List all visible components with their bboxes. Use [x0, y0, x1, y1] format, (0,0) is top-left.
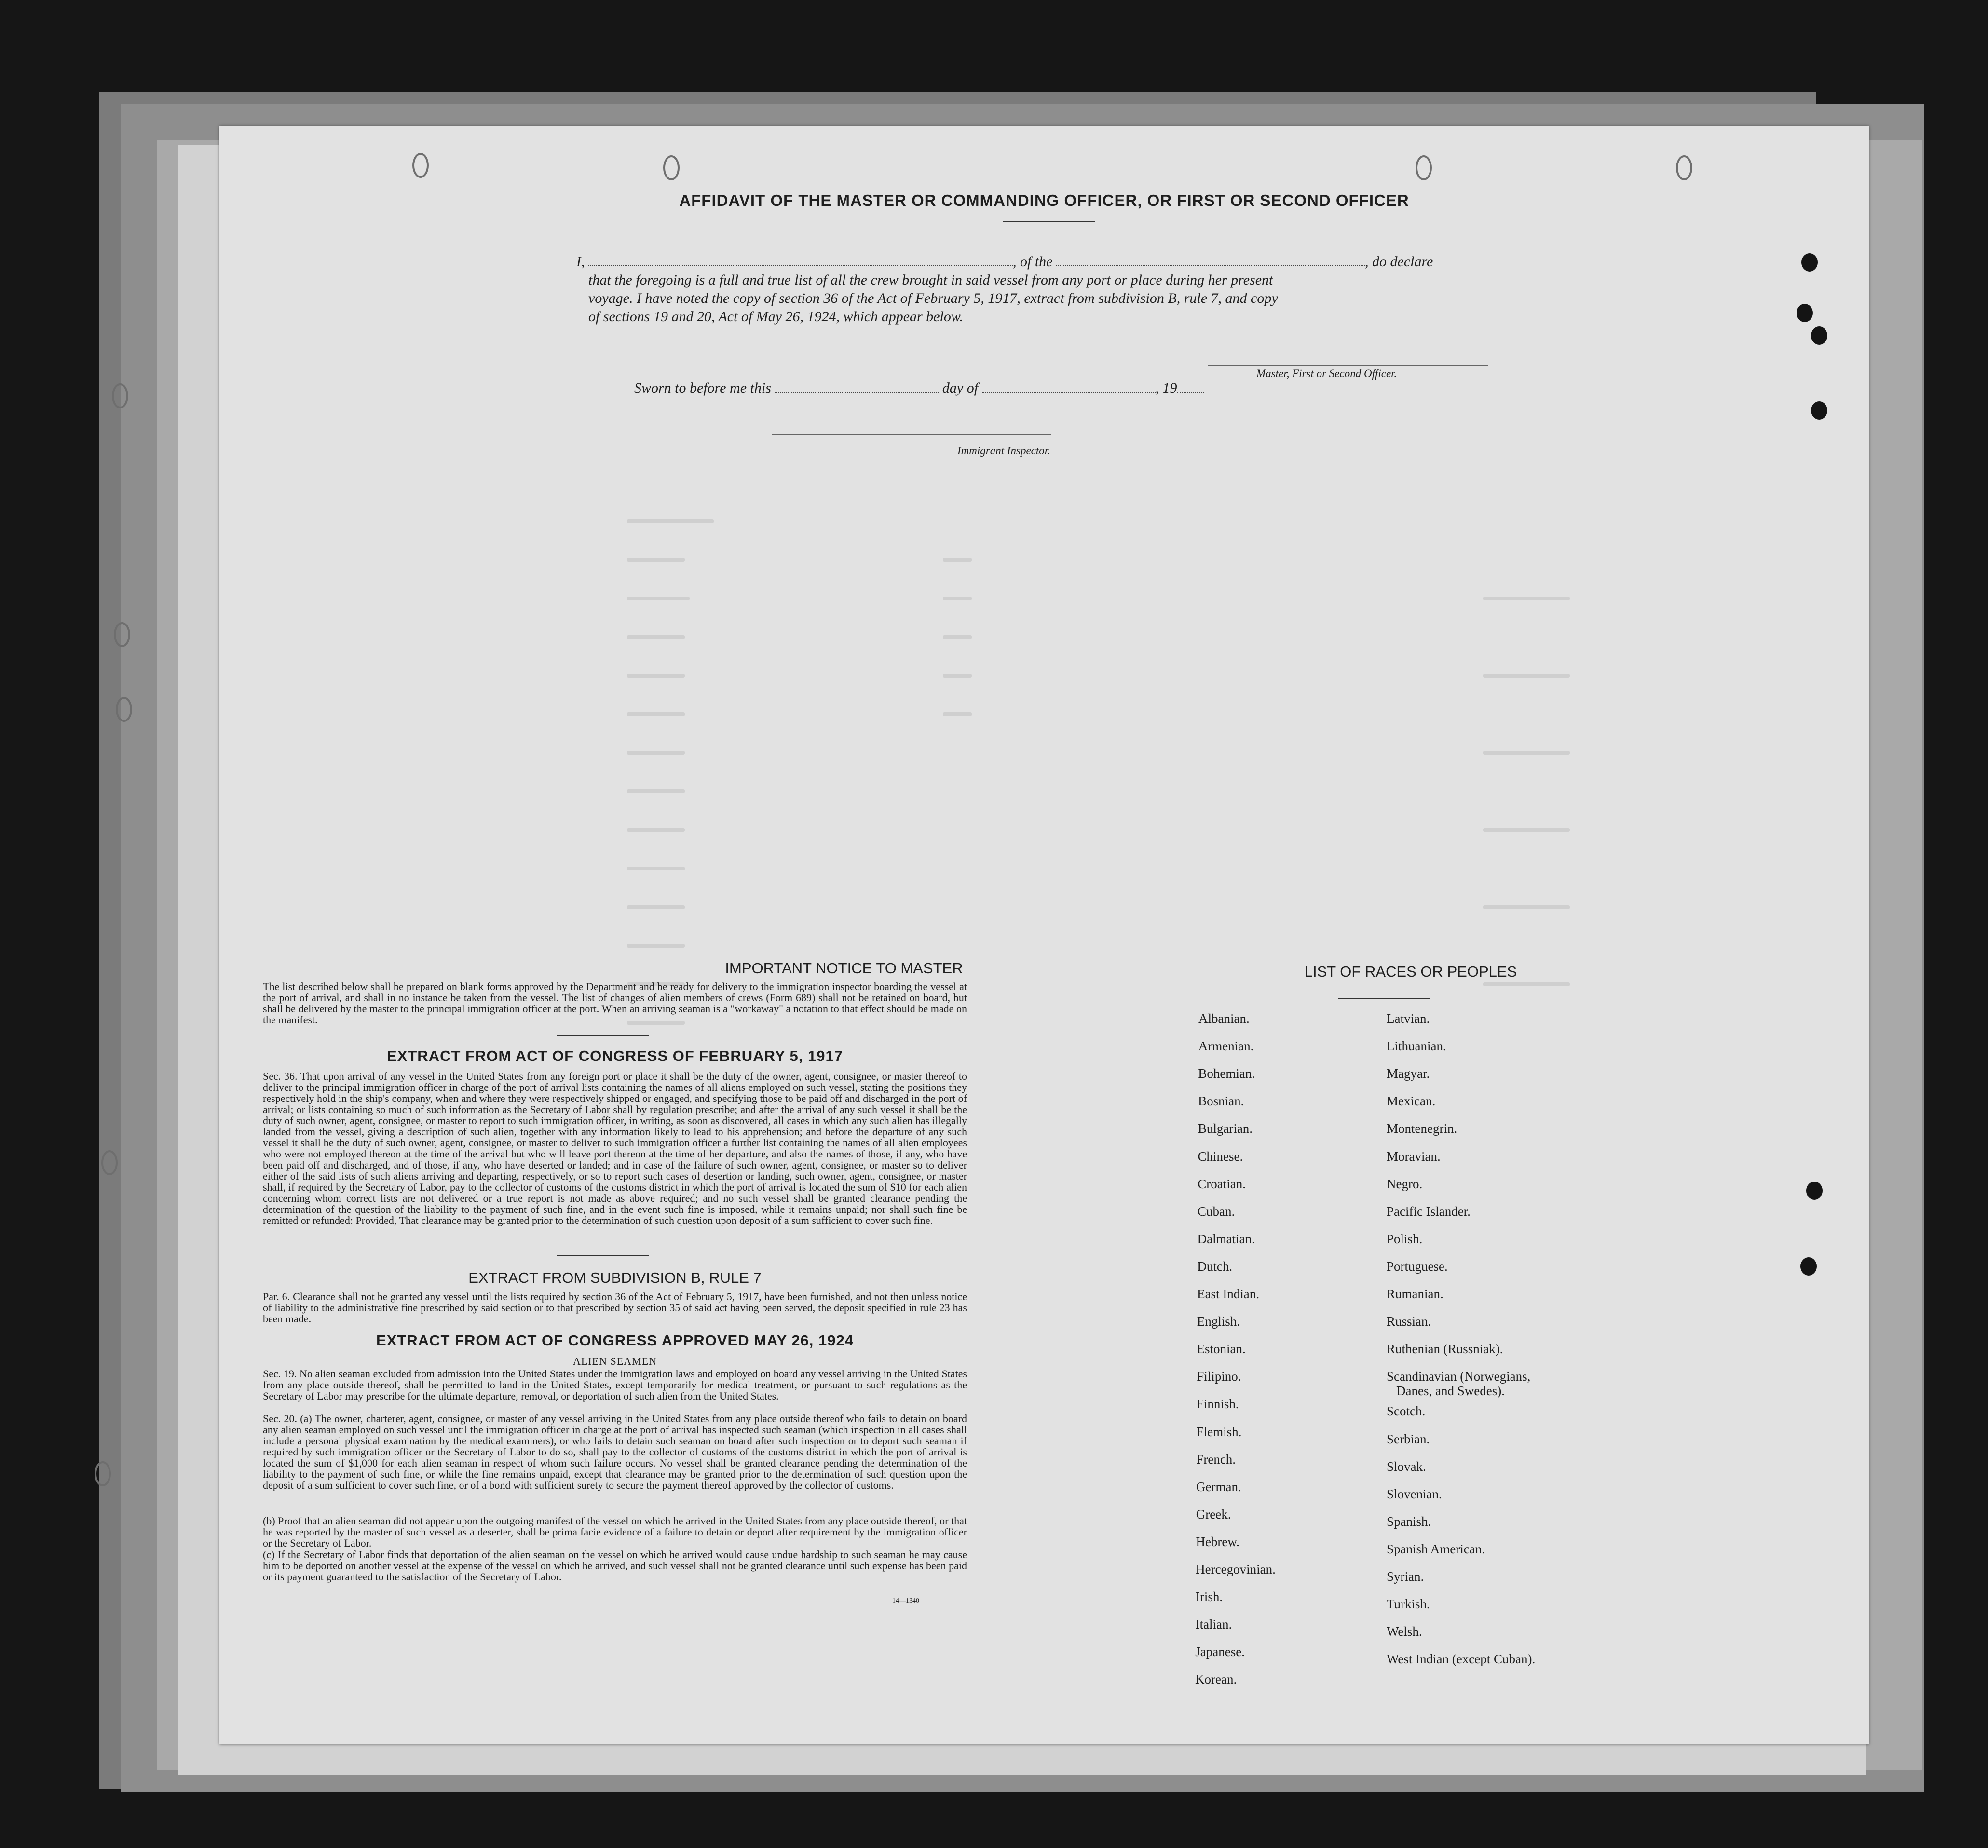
declaration-line-3: voyage. I have noted the copy of section 36 of the Act of February 5, 1917, extract from subdivision B, rule 7, and copy: [588, 290, 1278, 306]
sworn-prefix: Sworn to before me this: [634, 380, 771, 396]
race-item: Armenian.: [1198, 1039, 1254, 1054]
race-item: Spanish.: [1387, 1514, 1431, 1529]
races-rule: [1338, 998, 1430, 999]
extract-1924-title: EXTRACT FROM ACT OF CONGRESS APPROVED MAY 26, 1924: [376, 1332, 854, 1349]
race-item: Spanish American.: [1387, 1541, 1485, 1556]
extract-1917-rule: [557, 1255, 649, 1256]
race-item: Serbian.: [1387, 1431, 1430, 1446]
race-item: Scotch.: [1387, 1404, 1426, 1419]
punch-hole: [114, 622, 130, 647]
race-item: Slovak.: [1387, 1459, 1426, 1474]
race-item: German.: [1196, 1479, 1241, 1494]
race-item: Albanian.: [1198, 1011, 1250, 1026]
master-label: Master, First or Second Officer.: [1256, 367, 1397, 380]
race-item: Hercegovinian.: [1196, 1562, 1276, 1576]
punch-hole: [116, 697, 132, 722]
punch-mark: [1811, 326, 1827, 345]
extract-1924-subtitle: ALIEN SEAMEN: [573, 1355, 657, 1367]
race-item: Japanese.: [1195, 1644, 1245, 1659]
sworn-day-blank: [775, 391, 939, 393]
affidavit-title: AFFIDAVIT OF THE MASTER OR COMMANDING OFFICER, OR FIRST OR SECOND OFFICER: [679, 191, 1409, 209]
sec-20c-body: (c) If the Secretary of Labor finds that deportation of the alien seaman on the vessel on which he arrived would cause undue hardship to such seaman he may cause him to be deported on another vessel at the expense of the vessel on which he arrived, and such vessel shall not be granted clearance until such expense has been paid or its payment guaranteed to the satisfaction of the Secretary of Labor.: [263, 1549, 967, 1583]
race-item: Italian.: [1195, 1617, 1232, 1632]
punch-mark: [1801, 253, 1818, 272]
vessel-blank: [1056, 265, 1365, 266]
race-item: Bosnian.: [1198, 1094, 1244, 1109]
race-item: East Indian.: [1197, 1287, 1260, 1301]
race-item: Ruthenian (Russniak).: [1387, 1342, 1503, 1357]
race-item: Irish.: [1195, 1590, 1223, 1604]
title-underline: [1003, 221, 1095, 222]
race-item: Dalmatian.: [1197, 1231, 1255, 1246]
race-item: Hebrew.: [1196, 1534, 1239, 1549]
race-item: Turkish.: [1387, 1597, 1430, 1612]
sworn-day-of: day of: [942, 380, 979, 396]
notice-body: The list described below shall be prepared on blank forms approved by the Department and be ready for delivery to the immigration inspector boarding the vessel at the port of arrival, and shall in no instance be taken from the vessel. The list of changes of alien members of crews (Form 689) shall not be retained on board, but shall be delivered by the master to the principal immigration officer at the port. When an arriving seaman is a "workaway" a notation to that effect should be made on the manifest.: [263, 980, 967, 1026]
race-item: Mexican.: [1387, 1094, 1436, 1109]
race-item: Greek.: [1196, 1507, 1231, 1522]
race-item: Pacific Islander.: [1387, 1204, 1471, 1219]
race-item: Syrian.: [1387, 1569, 1424, 1584]
race-item: Montenegrin.: [1387, 1121, 1457, 1136]
race-item: Lithuanian.: [1387, 1039, 1446, 1054]
extract-1917-title: EXTRACT FROM ACT OF CONGRESS OF FEBRUARY 5, 1917: [387, 1047, 843, 1064]
race-item: Chinese.: [1198, 1149, 1243, 1164]
race-item: Magyar.: [1387, 1066, 1430, 1081]
punch-mark: [1800, 1257, 1817, 1276]
race-item: Rumanian.: [1387, 1287, 1443, 1301]
race-item: Portuguese.: [1387, 1259, 1448, 1274]
declaration-i: I,: [576, 254, 585, 270]
race-item: Moravian.: [1387, 1149, 1441, 1164]
master-signature-line: [1208, 365, 1488, 366]
race-item: Danes, and Swedes).: [1396, 1384, 1505, 1399]
extract-1917-body: Sec. 36. That upon arrival of any vessel in the United States from any foreign port or place it shall be the duty of the owner, agent, consignee, or master thereof to deliver to the principal immigration officer in charge of the port of arrival lists containing the names of all aliens employed on such vessel, stating the positions they respectively hold in the ship's company, when and where they were respectively shipped or engaged, and specifying those to be paid off and discharged in the port of arrival; or lists containing so much of such information as the Secretary of Labor shall by regulation prescribe; and after the arrival of any such vessel it shall be the duty of such owner, agent, consignee, or master to report to such immigration officer, in writing, as soon as discovered, all cases in which any such alien has illegally landed from the vessel, giving a description of such alien, together with any information likely to lead to his apprehension; and before the departure of any such vessel it shall be the duty of such owner, agent, consignee, or master to deliver to such immigration officer a further list containing the names of all alien employees who were not employed thereon at the time of the arrival but who will leave port thereon at the time of her departure, and also the names of those, if any, who have been paid off and discharged, and of those, if any, who have deserted or landed; and in case of the failure of such owner, agent, consignee, or master so to deliver either of the said lists of such aliens arriving and departing, respectively, or so to report such cases of desertion or landing, such owner, agent, consignee, or master shall, if required by the Secretary of Labor, pay to the collector of customs of the customs district in which the port of arrival is located the sum of $10 for each alien concerning whom correct lists are not delivered or a true report is not made as above required; and no such vessel shall be granted clearance pending the determination of the question of the liability to the payment of such fine, and in the event such fine is imposed, while it remains unpaid; nor shall such fine be remitted or refunded: Provided, That clearance may be granted prior to the determination of such question upon deposit of a sum sufficient to cover such fine.: [263, 1070, 967, 1226]
race-item: Flemish.: [1196, 1424, 1242, 1439]
punch-mark: [1806, 1182, 1823, 1200]
sworn-year: , 19: [1155, 380, 1177, 396]
sec-20a-body: Sec. 20. (a) The owner, charterer, agent, consignee, or master of any vessel arriving in the United States from any place outside thereof who fails to detain on board any alien seaman employed on such vessel until the immigration officer in charge at the port of arrival has inspected such seaman (which inspection in all cases shall include a personal physical examination by the medical examiners), or who fails to detain such seaman on board after such inspection or to deport such seaman if required by such immigration officer or the Secretary of Labor to do so, shall pay to the collector of customs of the customs district in which the port of arrival is located the sum of $1,000 for each alien seaman in respect of whom such failure occurs. No vessel shall be granted clearance pending the determination of the liability to the payment of such fine, or while the fine remains unpaid, except that clearance may be granted prior to the determination of such question upon the deposit of a sum sufficient to cover such fine, or of a bond with sufficient surety to secure the payment thereof approved by the collector of customs.: [263, 1413, 967, 1491]
race-item: Korean.: [1195, 1672, 1237, 1687]
inspector-signature-line: [772, 434, 1051, 435]
notice-rule: [557, 1035, 649, 1036]
race-item: Russian.: [1387, 1314, 1431, 1329]
declaration-line-4: of sections 19 and 20, Act of May 26, 1924, which appear below.: [588, 309, 964, 325]
extract-rule7-body: Par. 6. Clearance shall not be granted any vessel until the lists required by section 36 of the Act of February 5, 1917, have been furnished, and not then unless notice of liability to the administrative fine prescribed by said section or to that prescribed by section 35 of said act having been served, the deposit specified in rule 23 has been made.: [263, 1291, 967, 1325]
form-number: 14—1340: [892, 1597, 919, 1604]
race-item: Polish.: [1387, 1231, 1423, 1246]
declaration-line-1: [576, 253, 1724, 271]
race-item: Bulgarian.: [1198, 1121, 1253, 1136]
races-title: LIST OF RACES OR PEOPLES: [1304, 963, 1517, 980]
race-item: Filipino.: [1197, 1369, 1241, 1384]
race-item: Croatian.: [1198, 1176, 1246, 1191]
punch-hole: [1416, 155, 1432, 180]
race-item: Bohemian.: [1198, 1066, 1255, 1081]
punch-hole: [101, 1150, 118, 1175]
race-item: Welsh.: [1387, 1624, 1422, 1639]
declaration-of-the: , of the: [1013, 254, 1053, 270]
race-item: Latvian.: [1387, 1011, 1430, 1026]
punch-mark: [1797, 304, 1813, 322]
declaration-line-2: that the foregoing is a full and true list of all the crew brought in said vessel from any port or place during her present: [588, 272, 1273, 288]
sworn-line: [634, 379, 1502, 397]
declaration-do-declare: , do declare: [1365, 254, 1433, 270]
race-item: Slovenian.: [1387, 1486, 1442, 1501]
punch-hole: [412, 153, 429, 178]
name-blank: [588, 265, 1013, 266]
punch-hole: [663, 155, 680, 180]
punch-hole: [1676, 155, 1692, 180]
race-item: Dutch.: [1197, 1259, 1233, 1274]
race-item: Finnish.: [1196, 1397, 1239, 1412]
punch-hole: [112, 383, 128, 408]
punch-hole: [95, 1461, 111, 1486]
race-item: Scandinavian (Norwegians,: [1387, 1369, 1531, 1384]
sworn-year-blank: [1177, 391, 1204, 393]
inspector-label: Immigrant Inspector.: [957, 445, 1050, 457]
sec-19-body: Sec. 19. No alien seaman excluded from admission into the United States under the immigration laws and employed on board any vessel arriving in the United States from any place outside thereof, shall be permitted to land in the United States, except temporarily for medical treatment, or pursuant to such regulations as the Secretary of Labor may prescribe for the ultimate departure, removal, or deportation of such alien from the United States.: [263, 1368, 967, 1402]
race-item: Negro.: [1387, 1176, 1423, 1191]
race-item: Cuban.: [1197, 1204, 1235, 1219]
sec-20b-body: (b) Proof that an alien seaman did not appear upon the outgoing manifest of the vessel on which he arrived in the United States from any place outside thereof, or that he was reported by the master of such vessel as a deserter, shall be prima facie evidence of a failure to detain or deport after requirement by the immigration officer or the Secretary of Labor.: [263, 1515, 967, 1549]
race-item: Estonian.: [1197, 1342, 1246, 1357]
race-item: English.: [1197, 1314, 1240, 1329]
extract-rule7-title: EXTRACT FROM SUBDIVISION B, RULE 7: [468, 1269, 762, 1286]
affidavit-page: [219, 126, 1869, 1744]
race-item: French.: [1196, 1452, 1236, 1467]
notice-title: IMPORTANT NOTICE TO MASTER: [725, 960, 963, 977]
sworn-month-blank: [982, 391, 1156, 393]
race-item: West Indian (except Cuban).: [1387, 1652, 1536, 1667]
punch-mark: [1811, 401, 1827, 420]
